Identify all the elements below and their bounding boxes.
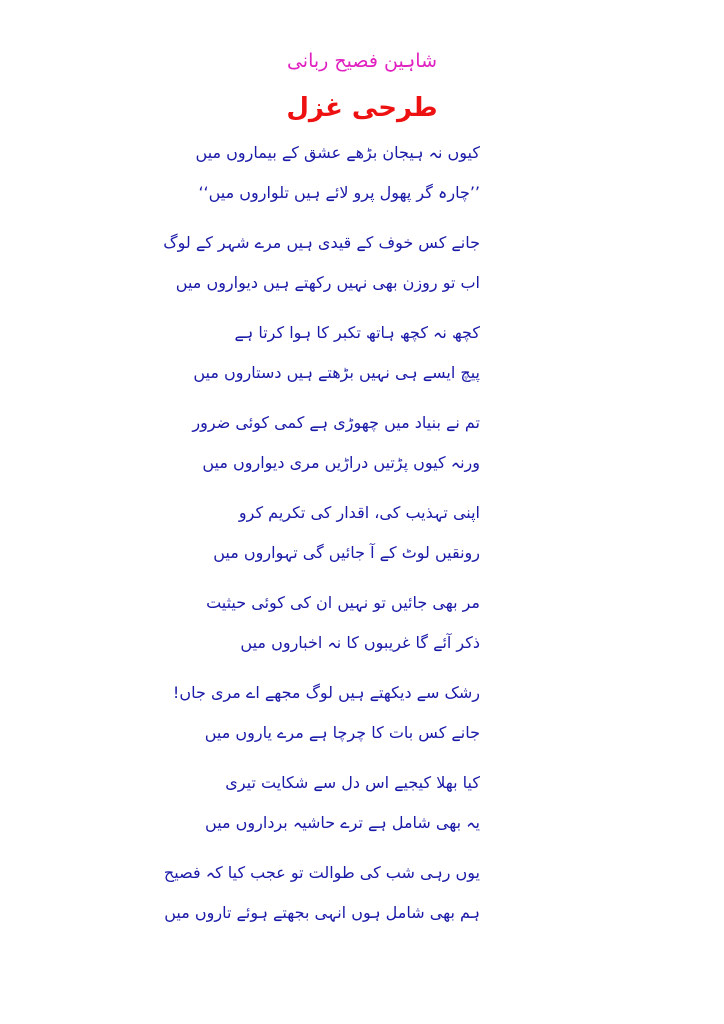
misra: ورنہ کیوں پڑتیں دراڑیں مری دیواروں میں bbox=[202, 453, 480, 472]
misra: تم نے بنیاد میں چھوڑی ہے کمی کوئی ضرور bbox=[192, 413, 480, 432]
couplet bbox=[163, 226, 480, 316]
misra: یہ بھی شامل ہے ترے حاشیہ برداروں میں bbox=[205, 813, 480, 832]
couplet bbox=[193, 316, 480, 406]
couplet bbox=[206, 586, 480, 676]
poem-heading: طرحی غزل bbox=[286, 93, 438, 123]
misra: ذکر آئے گا غریبوں کا نہ اخباروں میں bbox=[240, 633, 480, 652]
misra: ’’چارہ گر پھول پرو لائے ہیں تلواروں میں‘‘ bbox=[198, 183, 480, 202]
misra: ہم بھی شامل ہوں انہی بجھتے ہوئے تاروں میں bbox=[164, 903, 480, 922]
poet-name: شاہین فصیح ربانی bbox=[286, 50, 438, 72]
misra: رشک سے دیکھتے ہیں لوگ مجھے اے مری جاں! bbox=[172, 683, 480, 702]
misra: جانے کس خوف کے قیدی ہیں مرے شہر کے لوگ bbox=[163, 233, 480, 252]
misra: مر بھی جائیں تو نہیں ان کی کوئی حیثیت bbox=[206, 593, 480, 612]
misra: جانے کس بات کا چرچا ہے مرے یاروں میں bbox=[204, 723, 480, 742]
couplet bbox=[195, 136, 480, 226]
couplet bbox=[192, 406, 480, 496]
couplet bbox=[205, 766, 480, 856]
couplet bbox=[172, 676, 480, 766]
misra: اپنی تہذیب کی، اقدار کی تکریم کرو bbox=[238, 503, 480, 522]
misra: یوں رہی شب کی طوالت تو عجب کیا کہ فصیح bbox=[163, 863, 480, 882]
misra: کچھ نہ کچھ ہاتھ تکبر کا ہوا کرتا ہے bbox=[234, 323, 480, 342]
couplet bbox=[163, 856, 480, 946]
misra: رونقیں لوٹ کے آ جائیں گی تہواروں میں bbox=[213, 543, 480, 562]
misra: کیا بھلا کیجیے اس دل سے شکایت تیری bbox=[225, 773, 480, 792]
misra: اب تو روزن بھی نہیں رکھتے ہیں دیواروں میں bbox=[175, 273, 480, 292]
misra: کیوں نہ ہیجان بڑھے عشق کے بیماروں میں bbox=[195, 143, 480, 162]
couplet bbox=[213, 496, 480, 586]
misra: پیچ ایسے ہی نہیں بڑھتے ہیں دستاروں میں bbox=[193, 363, 480, 382]
ghazal-body bbox=[163, 136, 480, 946]
